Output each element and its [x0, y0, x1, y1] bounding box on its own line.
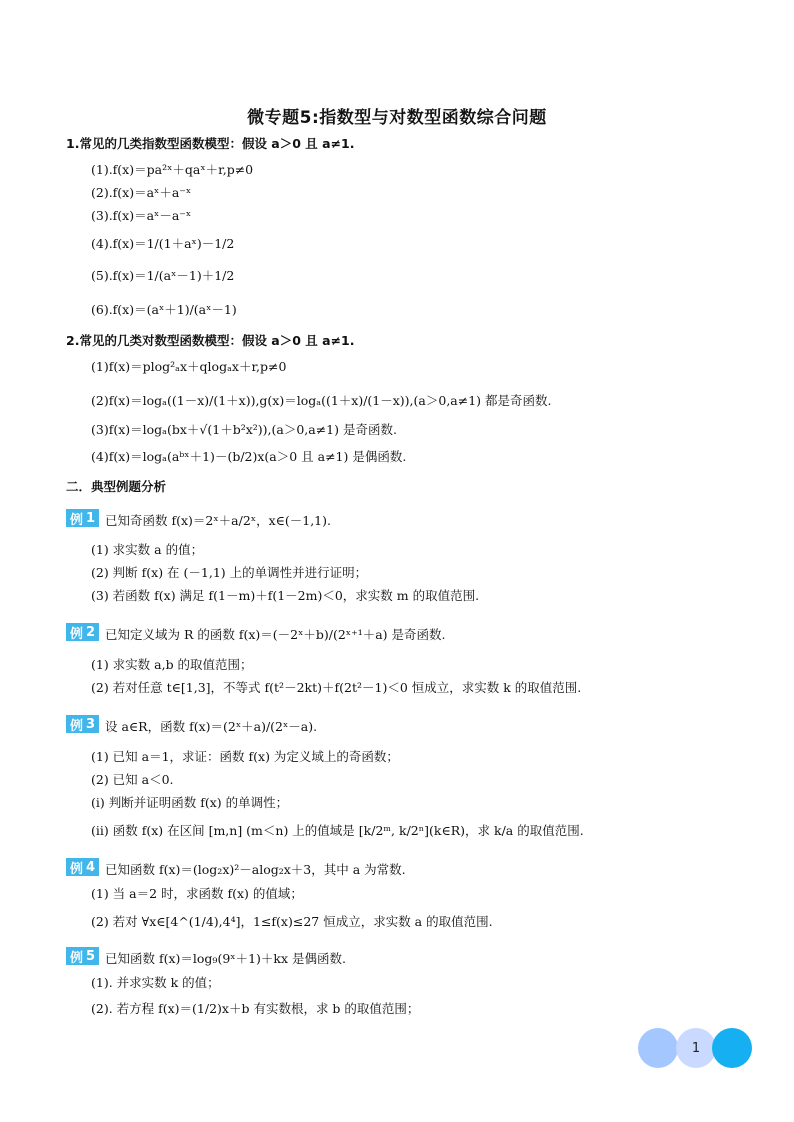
example-part: (2) 判断 f(x) 在 (－1,1) 上的单调性并进行证明； — [91, 565, 368, 580]
model-item: (4)f(x)＝logₐ(aᵇˣ＋1)－(b/2)x(a＞0 且 a≠1) 是偶函数. — [91, 449, 407, 464]
example-number: 3 — [85, 716, 96, 732]
page-number-circle — [676, 1028, 716, 1068]
example-badge — [66, 715, 99, 733]
page-circle-left — [638, 1028, 678, 1068]
example-badge — [66, 858, 99, 876]
example-number: 5 — [85, 948, 96, 964]
example-part: (1). 并求实数 k 的值； — [91, 975, 220, 990]
model-item: (4).f(x)＝1/(1＋aˣ)－1/2 — [91, 236, 235, 251]
example-badge — [66, 947, 99, 965]
example-part: (1) 求实数 a,b 的取值范围； — [91, 657, 253, 672]
example-badge — [66, 509, 99, 527]
example-label: 例 — [69, 861, 83, 877]
example-stem: 已知函数 f(x)＝(log₂x)²－alog₂x＋3，其中 a 为常数. — [105, 862, 406, 877]
model-item: (2).f(x)＝aˣ＋a⁻ˣ — [91, 185, 192, 200]
example-part: (i) 判断并证明函数 f(x) 的单调性； — [91, 795, 289, 810]
example-stem: 已知函数 f(x)＝log₉(9ˣ＋1)＋kx 是偶函数. — [105, 951, 346, 966]
section-1-heading: 1.常见的几类指数型函数模型：假设 a＞0 且 a≠1. — [66, 136, 355, 151]
model-item: (2)f(x)＝logₐ((1－x)/(1＋x)),g(x)＝logₐ((1＋x)/(1－x)),(a＞0,a≠1) 都是奇函数. — [91, 393, 552, 408]
example-label: 例 — [69, 718, 83, 734]
example-part: (3) 若函数 f(x) 满足 f(1－m)＋f(1－2m)＜0，求实数 m 的取值范围. — [91, 588, 480, 603]
page-number: 1 — [691, 1040, 701, 1056]
model-item: (5).f(x)＝1/(aˣ－1)＋1/2 — [91, 268, 235, 283]
example-part: (2) 若对任意 t∈[1,3]，不等式 f(t²－2kt)＋f(2t²－1)＜0 恒成立，求实数 k 的取值范围. — [91, 680, 582, 695]
example-part: (2). 若方程 f(x)＝(1/2)x＋b 有实数根，求 b 的取值范围； — [91, 1001, 420, 1016]
example-stem: 已知奇函数 f(x)＝2ˣ＋a/2ˣ，x∈(－1,1). — [105, 513, 331, 528]
example-number: 1 — [85, 510, 96, 526]
section-2-heading: 2.常见的几类对数型函数模型：假设 a＞0 且 a≠1. — [66, 333, 355, 348]
example-number: 4 — [85, 859, 96, 875]
example-part: (2) 若对 ∀x∈[4^(1/4),4⁴]，1≤f(x)≤27 恒成立，求实数 a 的取值范围. — [91, 914, 493, 929]
example-badge — [66, 623, 99, 641]
example-part: (1) 当 a＝2 时，求函数 f(x) 的值域； — [91, 886, 303, 901]
example-part: (ii) 函数 f(x) 在区间 [m,n] (m＜n) 上的值域是 [k/2ᵐ, k/2ⁿ](k∈R)，求 k/a 的取值范围. — [91, 823, 584, 838]
model-item: (3)f(x)＝logₐ(bx＋√(1＋b²x²)),(a＞0,a≠1) 是奇函数. — [91, 422, 397, 437]
model-item: (3).f(x)＝aˣ－a⁻ˣ — [91, 208, 192, 223]
example-part: (2) 已知 a＜0. — [91, 772, 174, 787]
model-item: (1).f(x)＝pa²ˣ＋qaˣ＋r,p≠0 — [91, 162, 254, 177]
example-part: (1) 已知 a＝1，求证：函数 f(x) 为定义域上的奇函数； — [91, 749, 399, 764]
example-stem: 已知定义域为 R 的函数 f(x)＝(－2ˣ＋b)/(2ˣ⁺¹＋a) 是奇函数. — [105, 627, 446, 642]
example-label: 例 — [69, 950, 83, 966]
page-title: 微专题5:指数型与对数型函数综合问题 — [247, 108, 547, 128]
model-item: (1)f(x)＝plog²ₐx＋qlogₐx＋r,p≠0 — [91, 359, 287, 374]
example-label: 例 — [69, 512, 83, 528]
example-number: 2 — [85, 624, 96, 640]
example-part: (1) 求实数 a 的值； — [91, 542, 204, 557]
example-stem: 设 a∈R，函数 f(x)＝(2ˣ＋a)/(2ˣ－a). — [105, 719, 318, 734]
section-3-heading: 二．典型例题分析 — [66, 479, 167, 494]
page-circle-right — [712, 1028, 752, 1068]
model-item: (6).f(x)＝(aˣ＋1)/(aˣ－1) — [91, 302, 237, 317]
example-label: 例 — [69, 626, 83, 642]
